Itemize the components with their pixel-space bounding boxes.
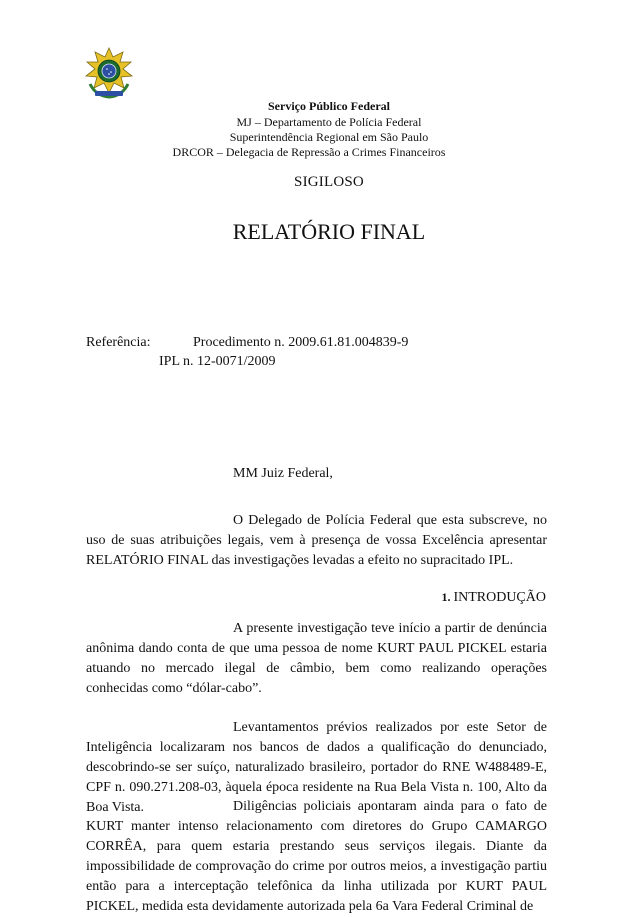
- paragraph-diligences: [86, 797, 547, 917]
- paragraph-opening-text: O Delegado de Polícia Federal que esta subscreve, no uso de suas atribuições legais, vem à presença de vossa Excelência apresentar RELATÓRIO FINAL das investigações levadas a efeito no supracitado IPL.: [86, 513, 547, 568]
- paragraph-opening: [86, 511, 547, 571]
- reference-ipl: IPL n. 12-0071/2009: [159, 354, 276, 369]
- section-title: INTRODUÇÃO: [453, 590, 546, 605]
- coat-of-arms-icon: [82, 46, 136, 100]
- paragraph-intro-text: A presente investigação teve início a partir de denúncia anônima dando conta de que uma pessoa de nome KURT PAUL PICKEL estaria atuando no mercado ilegal de câmbio, bem como realizando operações conhecidas como “dólar-cabo”.: [86, 621, 547, 696]
- document-title: RELATÓRIO FINAL: [232, 219, 426, 244]
- reference-label: Referência:: [86, 335, 151, 350]
- salutation: MM Juiz Federal,: [233, 466, 333, 481]
- reference-line: [86, 335, 408, 351]
- section-heading: [441, 590, 546, 606]
- header-line-superintendency: Superintendência Regional em São Paulo: [229, 130, 429, 144]
- header-line-department: MJ – Departamento de Polícia Federal: [236, 115, 422, 129]
- section-number: 1.: [441, 590, 451, 604]
- header-line-delegacy: DRCOR – Delegacia de Repressão a Crimes Financeiros: [172, 145, 446, 159]
- header-line-service: Serviço Público Federal: [268, 99, 390, 113]
- paragraph-surveys-text: Levantamentos prévios realizados por este Setor de Inteligência localizaram nos bancos de dados a qualificação do denunciado, descobrindo-se ser suíço, naturalizado brasileiro, portador do RNE W488489-E, CPF n. 090.271.208-03, àquela época residente na Rua Bela Vista n. 100, Alto da Boa Vista.: [86, 720, 547, 815]
- paragraph-intro: [86, 619, 547, 699]
- paragraph-diligences-text: Diligências policiais apontaram ainda para o fato de KURT manter intenso relacionamento com diretores do Grupo CAMARGO CORRÊA, para quem estaria prestando seus serviços ilegais. Diante da impossibilidade de comprovação do crime por outros meios, a investigação partiu então para a interceptação telefônica da linha utilizada por KURT PAUL PICKEL, medida esta devidamente autorizada pela 6a Vara Federal Criminal de: [86, 799, 547, 914]
- reference-procedure: Procedimento n. 2009.61.81.004839-9: [193, 335, 409, 350]
- classification-label: SIGILOSO: [294, 174, 364, 190]
